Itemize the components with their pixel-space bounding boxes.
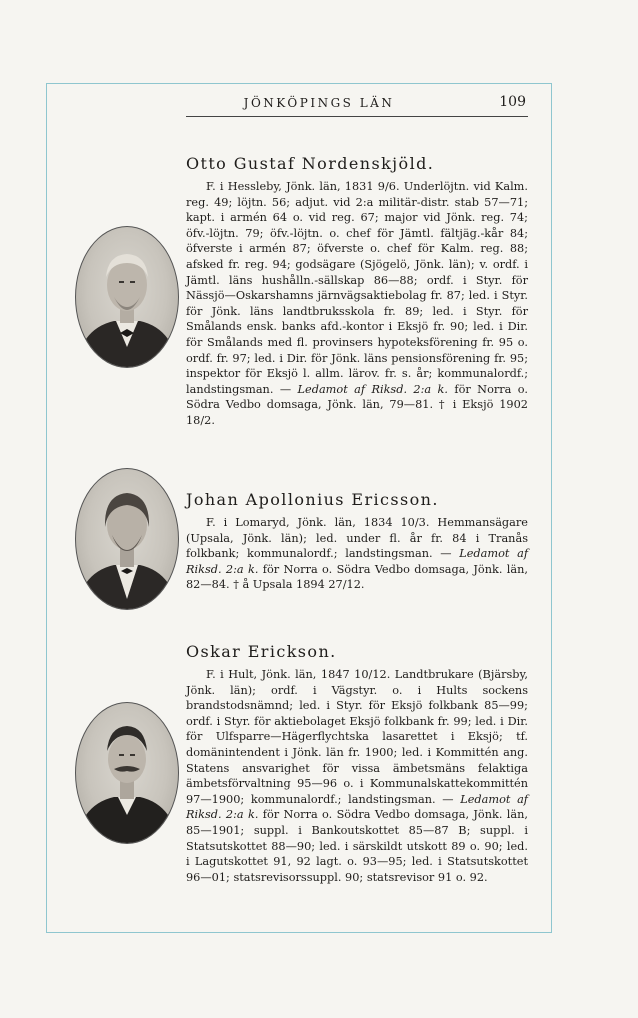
biography-entry xyxy=(186,154,528,429)
running-header: JÖNKÖPINGS LÄN xyxy=(243,96,395,110)
biography-text: F. i Hessleby, Jönk. län, 1831 9/6. Underlöjtn. vid Kalm. reg. 49; löjtn. 56; adjut. vid 2:a militär-distr. stab 57—71; kapt. i armén 64 o. vid reg. 67; major vid Jönk. reg. 74; öfv.-löjtn. 79; öfv.-löjtn. o. chef för Jämtl. fältjäg.-kår 84; öfverste i armén 87; öfverste o. chef för Kalm. reg. 88; afsked fr. reg. 94; godsägare (Sjögelö, Jönk. län); v. ordf. i Jämtl. läns hushålln.-sällskap 86—88; ordf. i Styr. för Nässjö—Oskarshamns järnvägsaktiebolag fr. 87; led. i Styr. för Jönk. läns landtbruksskola fr. 89; led. i Styr. för Smålands ensk. banks afd.-kontor i Eksjö fr. 90; led. i Dir. för Smålands med fl. provinsers hypoteksförening fr. 95 o. ordf. fr. 97; led. i Dir. för Jönk. läns pensionsförening fr. 95; inspektor för Eksjö l. allm. lärov. fr. s. år; kommunalordf.; landstingsman. — Ledamot af Riksd. 2:a k. för Norra o. Södra Vedbo domsaga, Jönk. län, 79—81. † i Eksjö 1902 18/2. xyxy=(186,180,529,427)
biography-entry xyxy=(186,642,528,885)
page-number: 109 xyxy=(499,94,526,110)
portrait-photo xyxy=(75,702,179,844)
biography-text: F. i Hult, Jönk. län, 1847 10/12. Landtbrukare (Bjärsby, Jönk. län); ordf. i Vägstyr. o. i Hults sockens brandstodsnämnd; led. i Styr. för Eksjö folkbank 85—99; ordf. i Styr. för aktiebolaget Eksjö folkbank fr. 99; led. i Dir. för Ulfsparre—Hägerflychtska lasarettet i Eksjö; tf. domänintendent i Jönk. län fr. 1900; led. i Kommittén ang. Statens ansvarighet för vissa ämbetsmäns felaktiga ämbetsförvaltning 95—96 o. i Kommunalskattekommittén 97—1900; kommunalordf.; landstingsman. — Ledamot af Riksd. 2:a k. för Norra o. Södra Vedbo domsaga, Jönk. län, 85—1901; suppl. i Bankoutskottet 85—87 B; suppl. i Statsutskottet 88—90; led. i särskildt utskott 89 o. 90; led. i Lagutskottet 91, 92 lagt. o. 93—95; led. i Statsutskottet 96—01; statsrevisorssuppl. 90; statsrevisor 91 o. 92. xyxy=(186,668,528,884)
person-name: Oskar Erickson. xyxy=(186,642,337,661)
portrait-photo xyxy=(75,468,179,610)
person-name: Johan Apollonius Ericsson. xyxy=(186,490,439,509)
header-rule xyxy=(186,116,528,117)
person-name: Otto Gustaf Nordenskjöld. xyxy=(186,154,435,173)
portrait-photo xyxy=(75,226,179,368)
biography-text: F. i Lomaryd, Jönk. län, 1834 10/3. Hemmansägare (Upsala, Jönk. län); led. under fl. år fr. 84 i Tranås folkbank; kommunalordf.; landstingsman. — Ledamot af Riksd. 2:a k. för Norra o. Södra Vedbo domsaga, Jönk. län, 82—84. † å Upsala 1894 27/12. xyxy=(186,516,529,592)
biography-entry xyxy=(186,490,528,593)
